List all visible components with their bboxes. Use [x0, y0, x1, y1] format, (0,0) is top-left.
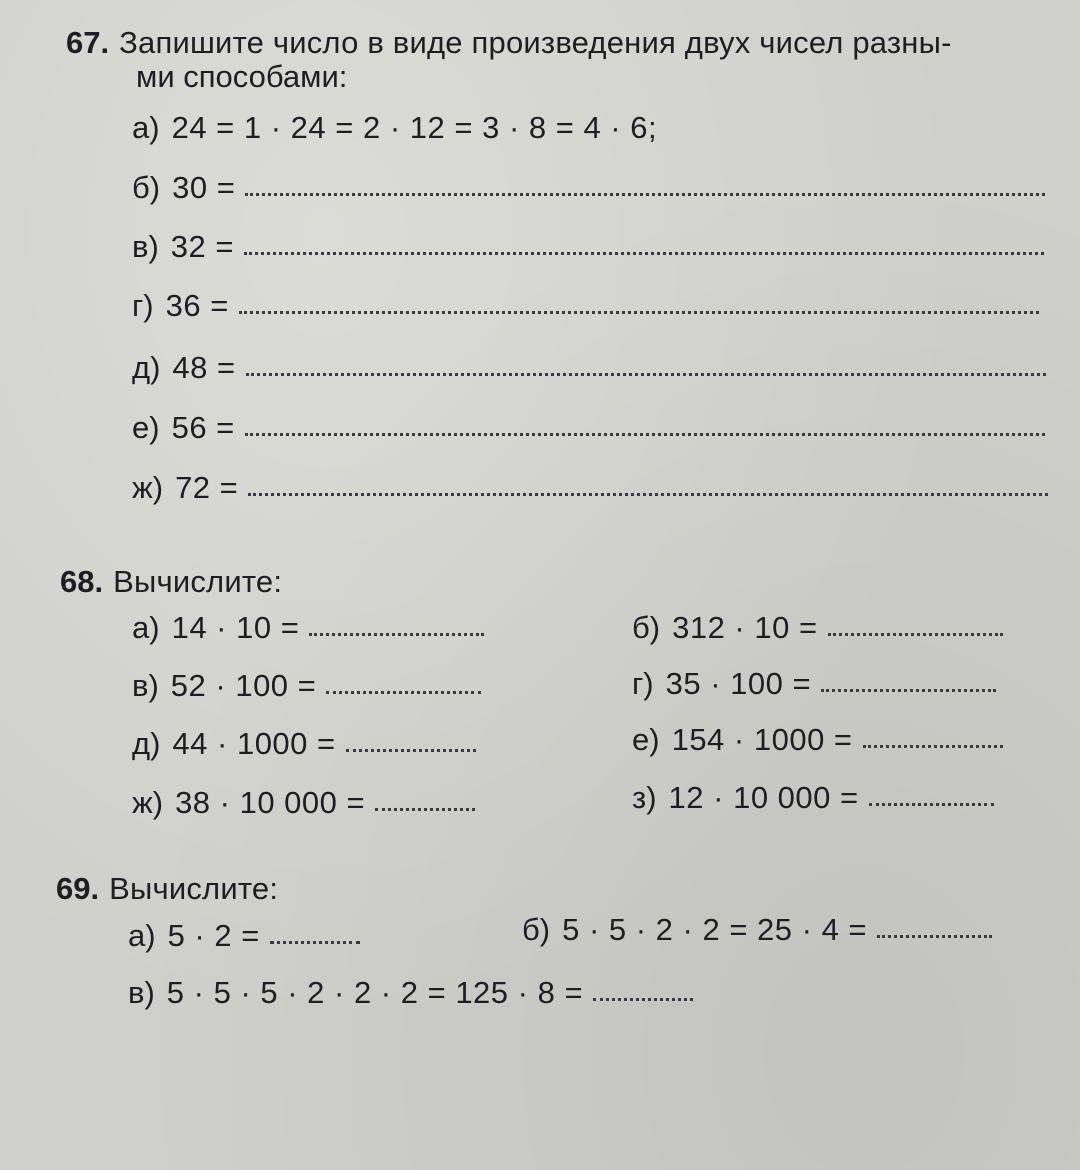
- item-expression: 32 =: [170, 229, 234, 264]
- item-label: а): [128, 918, 156, 953]
- item-label: в): [132, 229, 159, 264]
- exercise-68-item-a: [132, 610, 484, 646]
- exercise-number: 68.: [60, 564, 104, 599]
- exercise-67-heading: [66, 26, 952, 60]
- item-label: ж): [132, 470, 164, 505]
- exercise-number: 67.: [66, 25, 110, 60]
- answer-blank[interactable]: [309, 613, 484, 636]
- exercise-title: Запишите число в виде произведения двух чисел разны-: [119, 25, 952, 60]
- item-label: б): [632, 610, 661, 645]
- exercise-68-item-zh: [132, 785, 475, 821]
- exercise-69-item-a: [128, 918, 360, 954]
- answer-blank[interactable]: [869, 783, 994, 806]
- item-expression: 36 =: [165, 288, 229, 323]
- answer-blank[interactable]: [863, 725, 1003, 748]
- exercise-67-item-e: [132, 410, 1045, 446]
- item-label: д): [132, 726, 161, 761]
- exercise-67-item-b: [132, 170, 1045, 206]
- exercise-title: Вычислите:: [109, 871, 279, 906]
- item-expression: 14 · 10 =: [171, 610, 300, 645]
- item-expression: 5 · 2 =: [167, 918, 260, 953]
- exercise-68-heading: [60, 565, 282, 599]
- exercise-68-item-v: [132, 668, 481, 704]
- answer-blank[interactable]: [245, 413, 1045, 436]
- exercise-67-item-v: [132, 229, 1044, 265]
- answer-blank[interactable]: [375, 788, 475, 811]
- item-label: е): [132, 410, 160, 445]
- answer-blank[interactable]: [821, 669, 996, 692]
- item-expression: 38 · 10 000 =: [175, 785, 366, 820]
- exercise-67-item-a: [132, 110, 657, 146]
- exercise-69-item-v: [128, 975, 693, 1011]
- answer-blank[interactable]: [246, 353, 1046, 376]
- exercise-title-continued: ми способами:: [136, 59, 348, 94]
- item-label: г): [632, 666, 654, 701]
- exercise-68-item-g: [632, 666, 996, 702]
- exercise-67-item-g: [132, 288, 1039, 324]
- item-expression: 56 =: [171, 410, 235, 445]
- item-expression: 48 =: [172, 350, 236, 385]
- item-label: а): [132, 610, 160, 645]
- item-label: в): [132, 668, 159, 703]
- item-expression: 72 =: [175, 470, 239, 505]
- answer-blank[interactable]: [593, 978, 693, 1001]
- exercise-69-heading: [56, 872, 278, 906]
- item-expression: 12 · 10 000 =: [668, 780, 859, 815]
- exercise-number: 69.: [56, 871, 100, 906]
- answer-blank[interactable]: [245, 173, 1045, 196]
- item-expression: 24 = 1 · 24 = 2 · 12 = 3 · 8 = 4 · 6;: [171, 110, 658, 145]
- item-label: б): [522, 912, 551, 947]
- item-expression: 44 · 1000 =: [172, 726, 336, 761]
- item-label: з): [632, 780, 657, 815]
- item-label: е): [632, 722, 660, 757]
- answer-blank[interactable]: [326, 671, 481, 694]
- answer-blank[interactable]: [270, 921, 360, 944]
- answer-blank[interactable]: [244, 232, 1044, 255]
- item-expression: 5 · 5 · 5 · 2 · 2 · 2 = 125 · 8 =: [166, 975, 584, 1010]
- item-expression: 30 =: [172, 170, 236, 205]
- item-label: б): [132, 170, 161, 205]
- item-expression: 52 · 100 =: [170, 668, 317, 703]
- exercise-68-item-e: [632, 722, 1003, 758]
- item-expression: 35 · 100 =: [665, 666, 812, 701]
- item-label: ж): [132, 785, 164, 820]
- item-label: г): [132, 288, 154, 323]
- item-label: а): [132, 110, 160, 145]
- exercise-69-item-b: [522, 912, 992, 948]
- item-label: в): [128, 975, 155, 1010]
- item-expression: 5 · 5 · 2 · 2 = 25 · 4 =: [562, 912, 868, 947]
- exercise-68-item-z: [632, 780, 994, 816]
- answer-blank[interactable]: [346, 729, 476, 752]
- exercise-68-item-d: [132, 726, 476, 762]
- exercise-67-item-zh: [132, 470, 1048, 506]
- answer-blank[interactable]: [239, 291, 1039, 314]
- item-expression: 154 · 1000 =: [671, 722, 853, 757]
- exercise-title: Вычислите:: [113, 564, 283, 599]
- answer-blank[interactable]: [828, 613, 1003, 636]
- exercise-68-item-b: [632, 610, 1003, 646]
- item-label: д): [132, 350, 161, 385]
- item-expression: 312 · 10 =: [672, 610, 818, 645]
- exercise-67-item-d: [132, 350, 1046, 386]
- answer-blank[interactable]: [877, 915, 992, 938]
- answer-blank[interactable]: [248, 473, 1048, 496]
